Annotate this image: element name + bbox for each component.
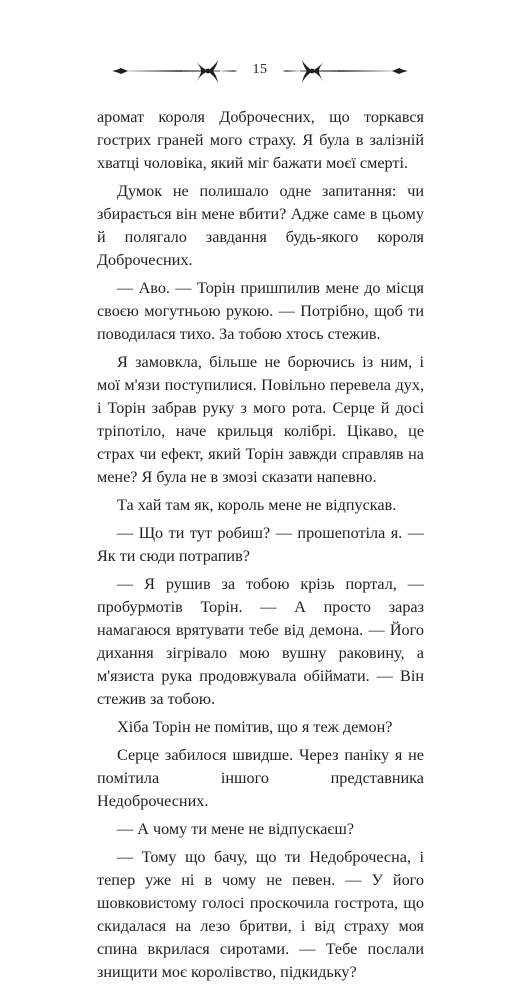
paragraph: Серце забилося швидше. Через паніку я не помітила іншого представника Недоброчесних. bbox=[97, 746, 424, 810]
paragraph: аромат короля Доброчесних, що торкався гострих граней мого страху. Я була в залізній хватці чоловіка, який міг бажати моєї смерті. bbox=[97, 108, 424, 172]
paragraph: — Тому що бачу, що ти Недоброчесна, і тепер уже ні в чому не певен. — У його шовковистому голосі проскочила гострота, що скидалася на лезо бритви, і від страху моя спина вкрилася сиротами. — Тебе послали знищити моє королівство, підкидьку? bbox=[97, 848, 424, 981]
body-text bbox=[97, 106, 424, 984]
paragraph: Хіба Торін не помітив, що я теж демон? bbox=[117, 718, 393, 736]
paragraph: — Я рушив за тобою крізь портал, — пробурмотів Торін. — А просто зараз намагаюся врятувати тебе від демона. — Його дихання зігрівало мою вушну раковину, а м'язиста рука продовжувала обіймати. — Він стежив за тобою. bbox=[97, 575, 424, 708]
page-number: 15 bbox=[252, 62, 268, 77]
paragraph: — А чому ти мене не відпускаєш? bbox=[117, 820, 355, 838]
paragraph: — Аво. — Торін пришпилив мене до місця своєю могутньою рукою. — Потрібно, щоб ти поводилася тихо. За тобою хтось стежив. bbox=[97, 279, 424, 343]
paragraph: Та хай там як, король мене не відпускав. bbox=[117, 496, 397, 514]
paragraph: Думок не полишало одне запитання: чи збирається він мене вбити? Адже саме в цьому й полягало завдання будь-якого короля Доброчесних. bbox=[97, 182, 424, 269]
running-header bbox=[112, 58, 408, 88]
paragraph: — Що ти тут робиш? — прошепотіла я. — Як ти сюди потрапив? bbox=[97, 524, 424, 565]
paragraph: Я замовкла, більше не борючись із ним, і мої м'язи поступилися. Повільно перевела дух, і Торін забрав руку з мого рота. Серце й досі тріпотіло, наче крильця колібрі. Цікаво, це страх чи ефект, який Торін завжди справляв на мене? Я була не в змозі сказати напевно. bbox=[97, 353, 424, 486]
